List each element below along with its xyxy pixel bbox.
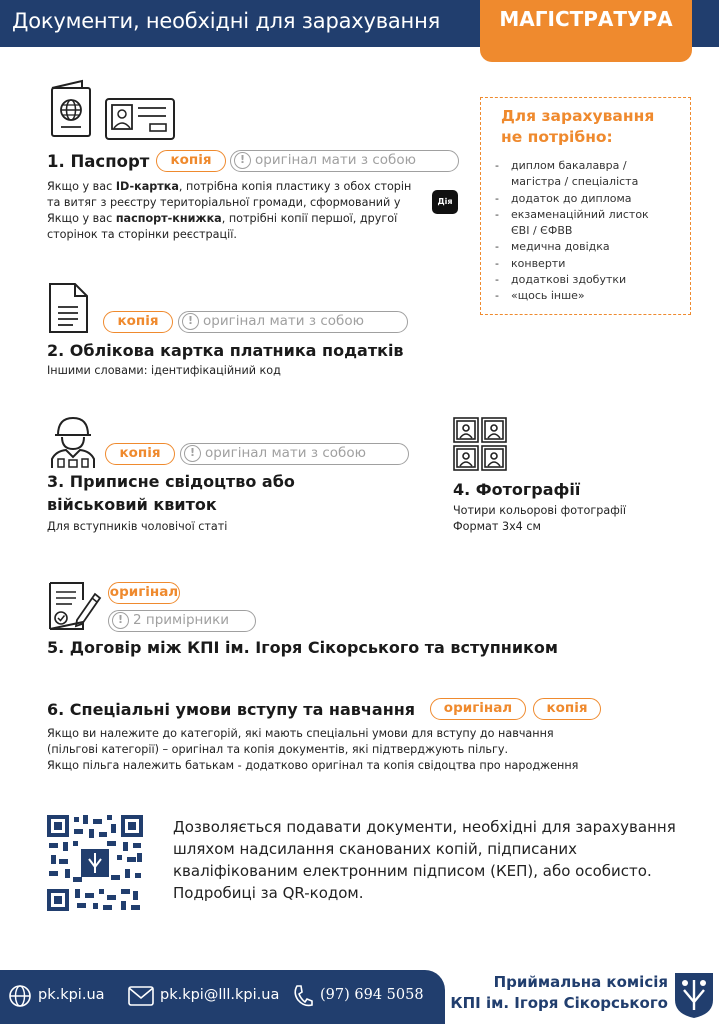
passport-line1: Якщо у вас ID-картка, потрібна копія пластику з обох сторін xyxy=(47,180,412,193)
special-line1: Якщо ви належите до категорій, які мають спеціальні умови для вступу до навчання xyxy=(47,727,554,740)
online-line2: шляхом надсилання сканованих копій, підписаних xyxy=(173,840,578,858)
passport-icon xyxy=(48,78,96,138)
online-submission-text xyxy=(173,816,676,904)
tax-copy-badge: копія xyxy=(103,311,173,333)
qr-code[interactable] xyxy=(47,815,143,911)
passport-original-badge xyxy=(230,150,459,172)
contract-icon xyxy=(47,580,103,632)
military-original-badge xyxy=(180,443,409,465)
footer-bar xyxy=(0,970,445,1024)
list-item: - екзаменаційний листок xyxy=(495,207,649,223)
exclamation-icon: ! xyxy=(112,612,129,629)
not-needed-box xyxy=(480,97,691,315)
special-line2: (пільгові категорії) – оригінал та копія документів, які підтверджують пільгу. xyxy=(47,743,509,756)
passport-line2: та витяг з реєстру територіальної громади, сформований у xyxy=(47,196,401,209)
photos-icon xyxy=(452,416,508,472)
tax-original-badge xyxy=(178,311,408,333)
military-title-line2: військовий квиток xyxy=(47,495,217,514)
special-copy-badge: копія xyxy=(533,698,601,720)
document-icon xyxy=(47,281,91,335)
special-title: 6. Спеціальні умови вступу та навчання xyxy=(47,700,416,719)
list-item: - медична довідка xyxy=(495,239,649,255)
list-item: - конверти xyxy=(495,256,649,272)
passport-line3: Якщо у вас паспорт-книжка, потрібні копії першої, другої xyxy=(47,212,398,225)
contract-title: 5. Договір між КПІ ім. Ігоря Сікорського та вступником xyxy=(47,638,558,657)
passport-line4: сторінок та сторінки реєстрації. xyxy=(47,228,237,241)
email-link[interactable]: pk.kpi@lll.kpi.ua xyxy=(160,987,280,1003)
military-title-line1: 3. Приписне свідоцтво або xyxy=(47,472,295,491)
special-original-badge: оригінал xyxy=(430,698,526,720)
two-copies-label: 2 примірники xyxy=(133,612,230,628)
list-item: ЄВІ / ЄФВВ xyxy=(511,224,573,238)
tax-title: 2. Облікова картка платника податків xyxy=(47,341,404,360)
online-line3: кваліфікованим електронним підписом (КЕП), або особисто. xyxy=(173,862,652,880)
original-with-you-label: оригінал мати з собою xyxy=(255,152,416,168)
list-item: - додаток до диплома xyxy=(495,191,649,207)
list-item: - «щось інше» xyxy=(495,288,649,304)
contract-original-badge: оригінал xyxy=(108,582,180,604)
not-needed-list xyxy=(495,158,649,305)
photos-title: 4. Фотографії xyxy=(453,480,581,499)
commission-name: Приймальна комісія КПІ ім. Ігоря Сікорського xyxy=(450,973,668,1012)
page-title: Документи, необхідні для зарахування xyxy=(12,9,441,33)
exclamation-icon: ! xyxy=(182,313,199,330)
list-item: магістра / спеціаліста xyxy=(511,175,639,189)
globe-icon xyxy=(8,984,32,1008)
photos-line1: Чотири кольорові фотографії xyxy=(453,504,627,517)
mail-icon xyxy=(128,986,154,1006)
original-with-you-label: оригінал мати з собою xyxy=(205,445,366,461)
contract-copies-badge xyxy=(108,610,256,632)
exclamation-icon: ! xyxy=(234,152,251,169)
phone-number[interactable]: (97) 694 5058 xyxy=(320,987,424,1003)
phone-icon xyxy=(292,984,314,1008)
not-needed-title: Для зарахування не потрібно: xyxy=(501,107,655,146)
military-copy-badge: копія xyxy=(105,443,175,465)
military-text: Для вступників чоловічої статі xyxy=(47,520,228,533)
kpi-logo xyxy=(672,970,716,1020)
exclamation-icon: ! xyxy=(184,445,201,462)
photos-line2: Формат 3х4 см xyxy=(453,520,541,533)
diia-logo: Дія xyxy=(432,190,458,214)
online-line4: Подробиці за QR-кодом. xyxy=(173,884,364,902)
passport-title: 1. Паспорт xyxy=(47,152,150,171)
passport-copy-badge: копія xyxy=(156,150,226,172)
tax-text: Іншими словами: ідентифікаційний код xyxy=(47,364,281,377)
site-link[interactable]: pk.kpi.ua xyxy=(38,987,105,1003)
soldier-icon xyxy=(48,413,98,469)
online-line1: Дозволяється подавати документи, необхідні для зарахування xyxy=(173,818,676,836)
list-item: - диплом бакалавра / xyxy=(495,158,649,174)
masters-badge: МАГІСТРАТУРА xyxy=(480,0,692,62)
original-with-you-label: оригінал мати з собою xyxy=(203,313,364,329)
special-line3: Якщо пільга належить батькам - додатково оригінал та копія свідоцтва про народження xyxy=(47,759,579,772)
list-item: - додаткові здобутки xyxy=(495,272,649,288)
id-card-icon xyxy=(104,97,176,141)
